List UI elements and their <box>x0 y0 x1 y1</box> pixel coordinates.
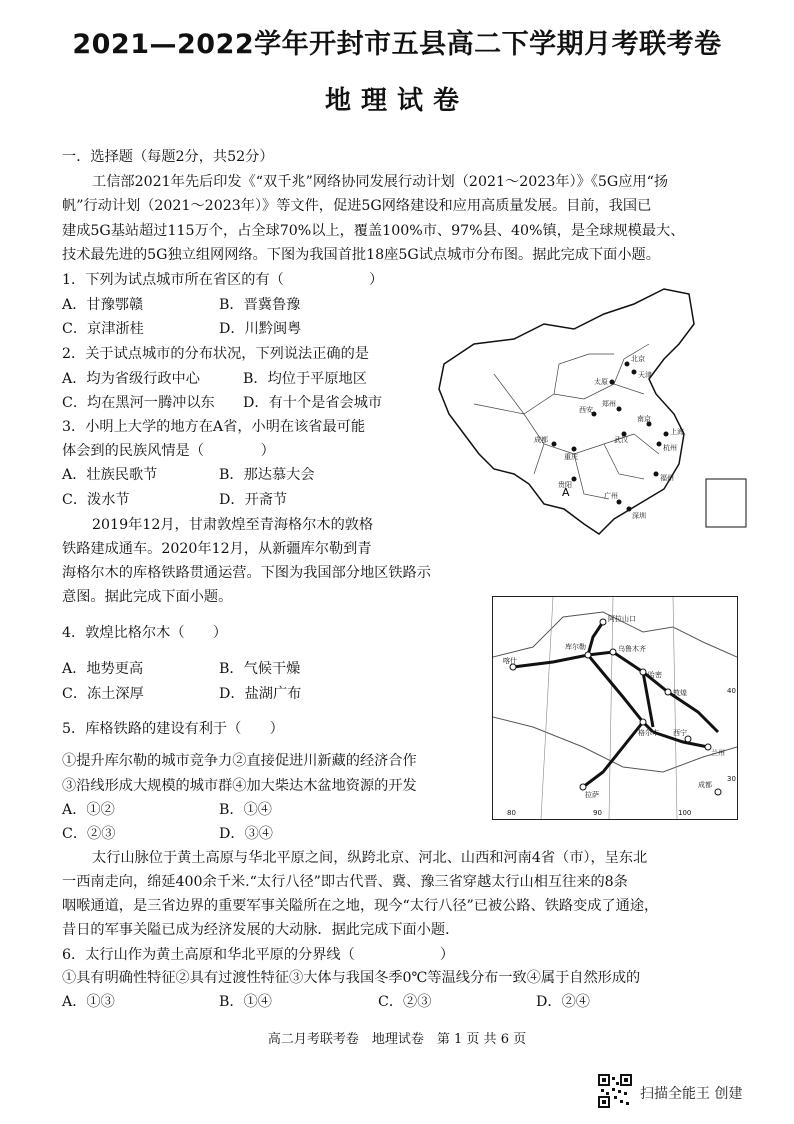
option-d[interactable]: D．③④ <box>219 826 273 842</box>
city-dot-shanghai <box>664 432 669 437</box>
city-dot-tianjin <box>632 370 637 375</box>
qr-code-icon <box>598 1074 632 1108</box>
map-label: 广州 <box>604 492 618 500</box>
passage-line: 帆”行动计划（2021～2023年）》等文件，促进5G网络建设和应用高质量发展。目前，我国已 <box>62 198 652 214</box>
map-label: 乌鲁木齐 <box>618 645 646 653</box>
map-label: 郑州 <box>602 400 616 408</box>
passage-line: 太行山脉位于黄土高原与华北平原之间，纵跨北京、河北、山西和河南4省（市），呈东北 <box>92 850 648 866</box>
option-d[interactable]: D．盐湖广布 <box>219 686 302 702</box>
city-dot-beijing <box>625 362 630 367</box>
passage-line: 意图。据此完成下面小题。 <box>62 589 233 605</box>
tick-label: 40 <box>727 687 736 695</box>
railway-map-svg <box>493 597 737 819</box>
map-label: 贵阳 <box>558 481 572 489</box>
option-c[interactable]: C．京津浙桂 <box>62 321 144 337</box>
passage-line: 建成5G基站超过115万个，占全球70%以上，覆盖100%市、97%县、40%镇，是全球规模最大、 <box>62 223 685 239</box>
south-sea-inset <box>706 479 746 527</box>
option-a[interactable]: A．甘豫鄂赣 <box>62 297 144 313</box>
map-label: 成都 <box>534 436 548 444</box>
station-korla <box>585 652 591 658</box>
option-c[interactable]: C．②③ <box>378 994 432 1010</box>
city-dot-taiyuan <box>610 380 615 385</box>
map-label: 深圳 <box>632 512 646 520</box>
option-b[interactable]: B．气候干燥 <box>219 661 301 677</box>
tick-label: 30 <box>727 775 736 783</box>
province-borders <box>474 344 659 499</box>
option-a[interactable]: A．①③ <box>62 994 115 1010</box>
map-label: 重庆 <box>564 453 578 461</box>
exam-title: 2021—2022学年开封市五县高二下学期月考联考卷 <box>72 29 722 60</box>
option-d[interactable]: D．开斋节 <box>219 492 288 508</box>
statement-line: ①提升库尔勒的城市竞争力②直接促进川新藏的经济合作 <box>62 753 417 769</box>
railway-lines <box>513 622 718 787</box>
map-label: 天津 <box>638 371 652 379</box>
railway-map <box>492 596 738 820</box>
tick-label: 90 <box>593 809 602 817</box>
map-label: 西安 <box>579 406 593 414</box>
subject-title: 地理试卷 <box>324 86 469 116</box>
map-label: 南京 <box>637 415 651 423</box>
tick-label: 100 <box>678 809 692 817</box>
station-alashankou <box>600 619 606 625</box>
map-label: 拉萨 <box>585 791 599 799</box>
statement-line: ①具有明确性特征②具有过渡性特征③大体与我国冬季0℃等温线分布一致④属于自然形成的 <box>62 970 641 986</box>
map-label: 成都 <box>698 781 712 789</box>
china-5g-city-map <box>434 284 764 544</box>
question-stem: 4．敦煌比格尔木（ ） <box>62 625 228 641</box>
option-a[interactable]: A．壮族民歌节 <box>62 467 158 483</box>
passage-line: 2019年12月，甘肃敦煌至青海格尔木的敦格 <box>92 517 374 533</box>
map-label: 库尔勒 <box>565 643 586 651</box>
map-label: 敦煌 <box>673 689 687 697</box>
map-label: 哈密 <box>648 671 662 679</box>
question-stem: 体会到的民族风情是（ ） <box>62 443 275 459</box>
scanner-watermark: 扫描全能王 创建 <box>640 1086 743 1102</box>
station-hami <box>640 669 646 675</box>
option-d[interactable]: D．川黔闽粤 <box>219 321 302 337</box>
map-label: 北京 <box>631 355 645 363</box>
option-a[interactable]: A．①② <box>62 802 115 818</box>
map-label: 福州 <box>660 474 674 482</box>
city-dot-chengdu <box>552 442 557 447</box>
map-label: 上海 <box>670 428 684 436</box>
option-c[interactable]: C．冻土深厚 <box>62 686 144 702</box>
city-dot-zhengzhou <box>617 407 622 412</box>
map-label: 杭州 <box>663 444 677 452</box>
map-label: 喀什 <box>503 657 517 665</box>
option-b[interactable]: B．那达慕大会 <box>219 467 315 483</box>
option-c[interactable]: C．均在黑河一腾冲以东 <box>62 395 215 411</box>
map-label: 阿拉山口 <box>608 615 636 623</box>
city-dot-shenzhen <box>627 507 632 512</box>
option-b[interactable]: B．①④ <box>219 994 272 1010</box>
option-c[interactable]: C．②③ <box>62 826 116 842</box>
coordinate-ticks <box>507 687 736 817</box>
question-stem: 6．太行山作为黄土高原和华北平原的分界线（ ） <box>62 947 455 963</box>
option-c[interactable]: C．泼水节 <box>62 492 130 508</box>
question-stem: 2．关于试点城市的分布状况，下列说法正确的是 <box>62 346 369 362</box>
station-lhasa <box>580 784 586 790</box>
map-label: 西宁 <box>673 729 687 737</box>
question-stem: 5．库格铁路的建设有利于（ ） <box>62 721 284 737</box>
passage-line: 铁路建成通车。2020年12月，从新疆库尔勒到青 <box>62 541 372 557</box>
question-stem: 3．小明上大学的地方在A省，小明在该省最可能 <box>62 419 366 435</box>
option-d[interactable]: D．②④ <box>536 994 590 1010</box>
city-dot-guangzhou <box>617 500 622 505</box>
section-heading: 一．选择题（每题2分，共52分） <box>62 149 274 165</box>
option-a[interactable]: A．地势更高 <box>62 661 144 677</box>
passage-line: 工信部2021年先后印发《“双千兆”网络协同发展行动计划（2021～2023年）》《5G应用“扬 <box>92 174 669 190</box>
meridians <box>541 597 677 819</box>
passage-line: 海格尔木的库格铁路贯通运营。下图为我国部分地区铁路示 <box>62 565 431 581</box>
city-dot-fuzhou <box>654 472 659 477</box>
station-golmud <box>640 719 646 725</box>
passage-line: 一西南走向，绵延400余千米.“太行八径”即古代晋、冀、豫三省穿越太行山相互往来的8条 <box>62 874 628 890</box>
passage-line: 昔日的军事关隘已成为经济发展的大动脉．据此完成下面小题． <box>62 922 460 938</box>
city-dot-guiyang <box>572 477 577 482</box>
station-dunhuang <box>665 689 671 695</box>
option-b[interactable]: B．晋冀鲁豫 <box>219 297 301 313</box>
option-d[interactable]: D．有十个是省会城市 <box>243 395 383 411</box>
map-label: 太原 <box>594 378 608 386</box>
city-dot-chongqing <box>572 447 577 452</box>
map-label: 兰州 <box>711 749 725 757</box>
station-chengdu <box>715 789 721 795</box>
passage-line: 咽喉通道，是三省边界的重要军事关隘所在之地，现今“太行八径”已被公路、铁路变成了通途， <box>62 898 659 914</box>
option-b[interactable]: B．均位于平原地区 <box>243 371 367 387</box>
passage-line: 技术最先进的5G独立组网网络。下图为我国首批18座5G试点城市分布图。据此完成下面小题。 <box>62 247 660 263</box>
statement-line: ③沿线形成大规模的城市群④加大柴达木盆地资源的开发 <box>62 778 417 794</box>
city-dot-hangzhou <box>657 442 662 447</box>
question-stem: 1．下列为试点城市所在省区的有（ ） <box>62 272 384 288</box>
tick-label: 80 <box>507 809 516 817</box>
station-urumqi <box>610 649 616 655</box>
option-a[interactable]: A．均为省级行政中心 <box>62 371 200 387</box>
page-footer: 高二月考联考卷 地理试卷 第 1 页 共 6 页 <box>267 1032 527 1047</box>
map-label: 武汉 <box>614 436 628 444</box>
option-b[interactable]: B．①④ <box>219 802 272 818</box>
border-lines <box>493 612 737 772</box>
china-map-svg <box>434 284 764 544</box>
map-label: 格尔木 <box>638 729 659 737</box>
province-a-label: A <box>562 486 570 499</box>
